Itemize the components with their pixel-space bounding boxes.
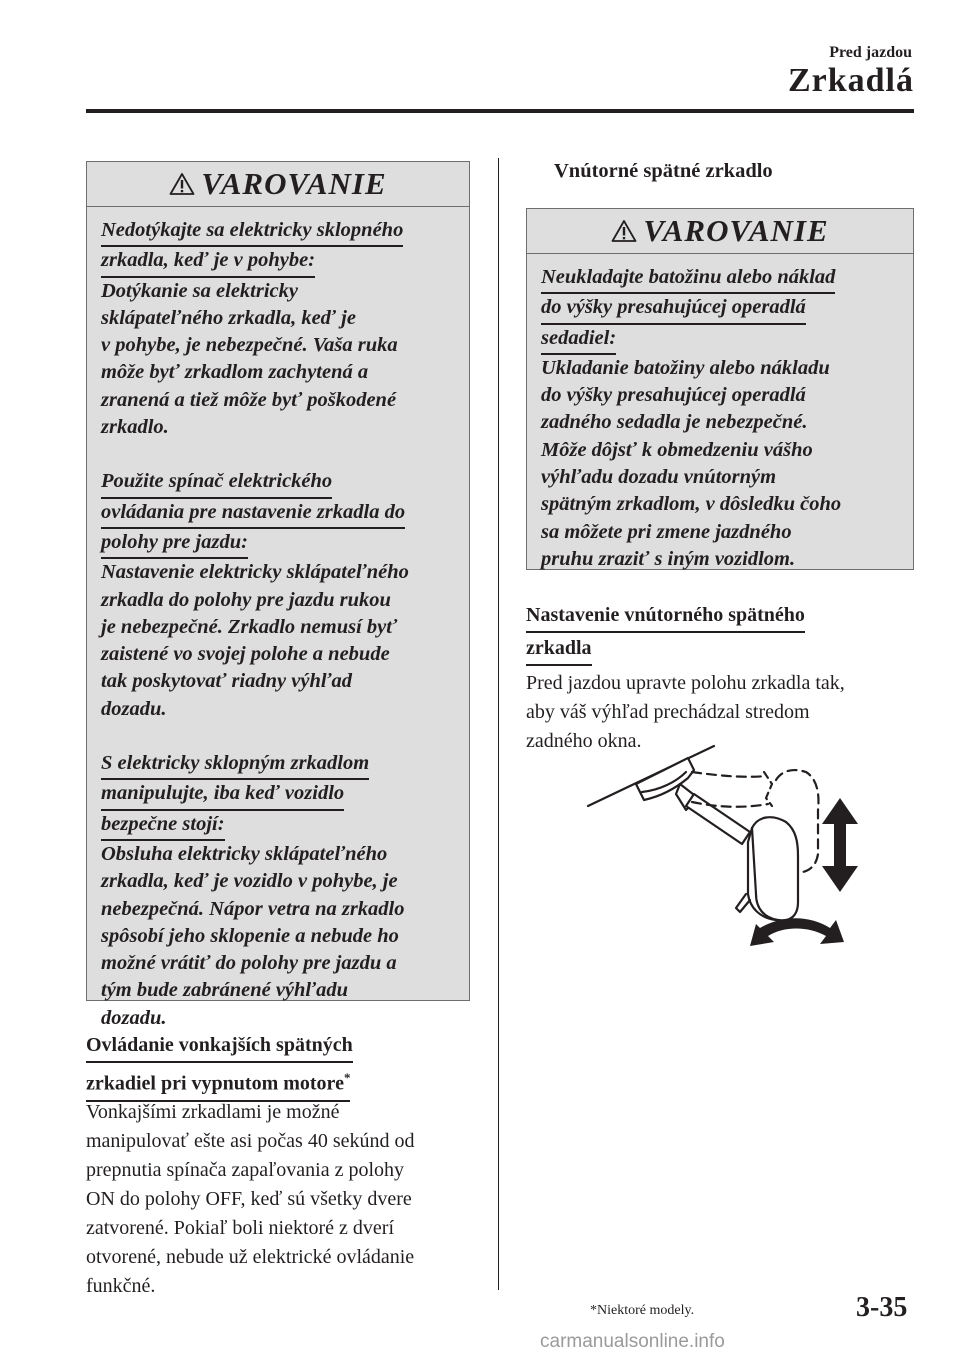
section-heading	[86, 1030, 353, 1102]
warning-heading	[541, 264, 899, 355]
section-heading-line	[86, 1063, 350, 1102]
warning-body	[527, 254, 913, 573]
warning-text-line: dozadu.	[101, 697, 167, 720]
body-line: manipulovať ešte asi počas 40 sekúnd od	[86, 1130, 415, 1152]
warning-text-line: výhľadu dozadu vnútorným	[541, 466, 777, 489]
page-number: 3-35	[856, 1292, 908, 1323]
warning-text-line: do výšky presahujúcej operadlá	[541, 384, 806, 407]
body-line: otvorené, nebude už elektrické ovládanie	[86, 1246, 415, 1268]
warning-text-line: zrkadlo.	[101, 416, 169, 439]
right-warning-box	[526, 208, 914, 570]
body-line: zadného okna.	[526, 730, 642, 752]
warning-header	[87, 162, 469, 207]
warning-text-line: tak poskytovať riadny výhľad	[101, 670, 353, 693]
warning-heading-line: Neukladajte batožinu alebo náklad	[541, 264, 835, 294]
warning-text-line: Dotýkanie sa elektricky	[101, 279, 298, 302]
warning-heading-line: sedadiel:	[541, 325, 616, 355]
footnote: *Niektoré modely.	[590, 1303, 695, 1318]
warning-text-line: Ukladanie batožiny alebo nákladu	[541, 356, 830, 379]
warning-text-line: zaistené vo svojej polohe a nebude	[101, 643, 390, 666]
warning-text-line: možné vrátiť do polohy pre jazdu a	[101, 952, 397, 975]
rearview-mirror-illustration	[580, 744, 870, 950]
page-title: Zrkadlá	[787, 62, 914, 99]
warning-text-line: spôsobí jeho sklopenie a nebude ho	[101, 924, 399, 947]
warning-text-line: nebezpečná. Nápor vetra na zrkadlo	[101, 897, 405, 920]
warning-heading	[101, 750, 455, 841]
warning-text-line: Môže dôjsť k obmedzeniu vášho	[541, 438, 813, 461]
warning-heading-line: do výšky presahujúcej operadlá	[541, 294, 806, 324]
body-line: Pred jazdou upravte polohu zrkadla tak,	[526, 672, 845, 694]
body-line: prepnutia spínača zapaľovania z polohy	[86, 1159, 404, 1181]
body-line: funkčné.	[86, 1275, 156, 1297]
warning-text-line: sa môžete pri zmene jazdného	[541, 520, 792, 543]
watermark: carmanualsonline.info	[540, 1331, 725, 1352]
warning-text-line: pruhu zraziť s iným vozidlom.	[541, 547, 796, 570]
warning-text-line: v pohybe, je nebezpečné. Vaša ruka	[101, 334, 398, 357]
warning-heading	[101, 217, 455, 278]
warning-body	[87, 207, 469, 1032]
footnote-mark: *	[343, 1070, 351, 1085]
warning-text-line: Obsluha elektricky sklápateľného	[101, 842, 388, 865]
warning-triangle-icon	[611, 219, 637, 243]
section-heading-text: zrkadiel pri vypnutom motore	[86, 1072, 344, 1095]
warning-text-line: sklápateľného zrkadla, keď je	[101, 306, 356, 329]
warning-text-line: zrkadla, keď je vozidlo v pohybe, je	[101, 870, 398, 893]
sub-heading	[526, 600, 805, 666]
warning-heading-line: S elektricky sklopným zrkadlom	[101, 750, 369, 780]
warning-text-line: dozadu.	[101, 1006, 167, 1029]
warning-header	[527, 209, 913, 254]
warning-text-line: zadného sedadla je nebezpečné.	[541, 411, 808, 434]
warning-text	[101, 841, 455, 1032]
sub-heading-line: zrkadla	[526, 633, 592, 666]
section-body	[86, 1098, 486, 1301]
sub-section-body	[526, 669, 916, 756]
body-line: zatvorené. Pokiaľ boli niektoré z dverí	[86, 1217, 395, 1239]
right-section-title: Vnútorné spätné zrkadlo	[554, 160, 773, 182]
warning-heading-line: manipulujte, iba keď vozidlo	[101, 780, 344, 810]
warning-text-line: Nastavenie elektricky sklápateľného	[101, 561, 409, 584]
section-heading-line: Ovládanie vonkajších spätných	[86, 1030, 353, 1063]
warning-triangle-icon	[169, 172, 195, 196]
warning-text	[101, 559, 455, 723]
header-rule	[86, 109, 914, 113]
warning-heading	[101, 468, 455, 559]
warning-label: VAROVANIE	[643, 213, 829, 248]
sub-heading-line: Nastavenie vnútorného spätného	[526, 600, 805, 633]
warning-heading-line: Použite spínač elektrického	[101, 468, 332, 498]
warning-heading-line: polohy pre jazdu:	[101, 529, 248, 559]
body-line: ON do polohy OFF, keď sú všetky dvere	[86, 1188, 412, 1210]
warning-heading-line: Nedotýkajte sa elektricky sklopného	[101, 217, 403, 247]
body-line: aby váš výhľad prechádzal stredom	[526, 701, 810, 723]
left-warning-box	[86, 161, 470, 1029]
warning-text	[101, 278, 455, 442]
warning-label: VAROVANIE	[201, 166, 387, 201]
warning-text-line: je nebezpečné. Zrkadlo nemusí byť	[101, 615, 398, 638]
section-name: Pred jazdou	[829, 44, 912, 61]
warning-heading-line: bezpečne stojí:	[101, 811, 225, 841]
warning-text-line: tým bude zabránené výhľadu	[101, 979, 349, 1002]
warning-text-line: zrkadla do polohy pre jazdu rukou	[101, 588, 391, 611]
warning-heading-line: zrkadla, keď je v pohybe:	[101, 247, 315, 277]
warning-heading-line: ovládania pre nastavenie zrkadla do	[101, 499, 405, 529]
column-divider	[498, 158, 499, 1290]
warning-text-line: môže byť zrkadlom zachytená a	[101, 361, 369, 384]
warning-text	[541, 355, 899, 573]
warning-text-line: zranená a tiež môže byť poškodené	[101, 388, 397, 411]
body-line: Vonkajšími zrkadlami je možné	[86, 1101, 340, 1123]
warning-text-line: spätným zrkadlom, v dôsledku čoho	[541, 493, 842, 516]
